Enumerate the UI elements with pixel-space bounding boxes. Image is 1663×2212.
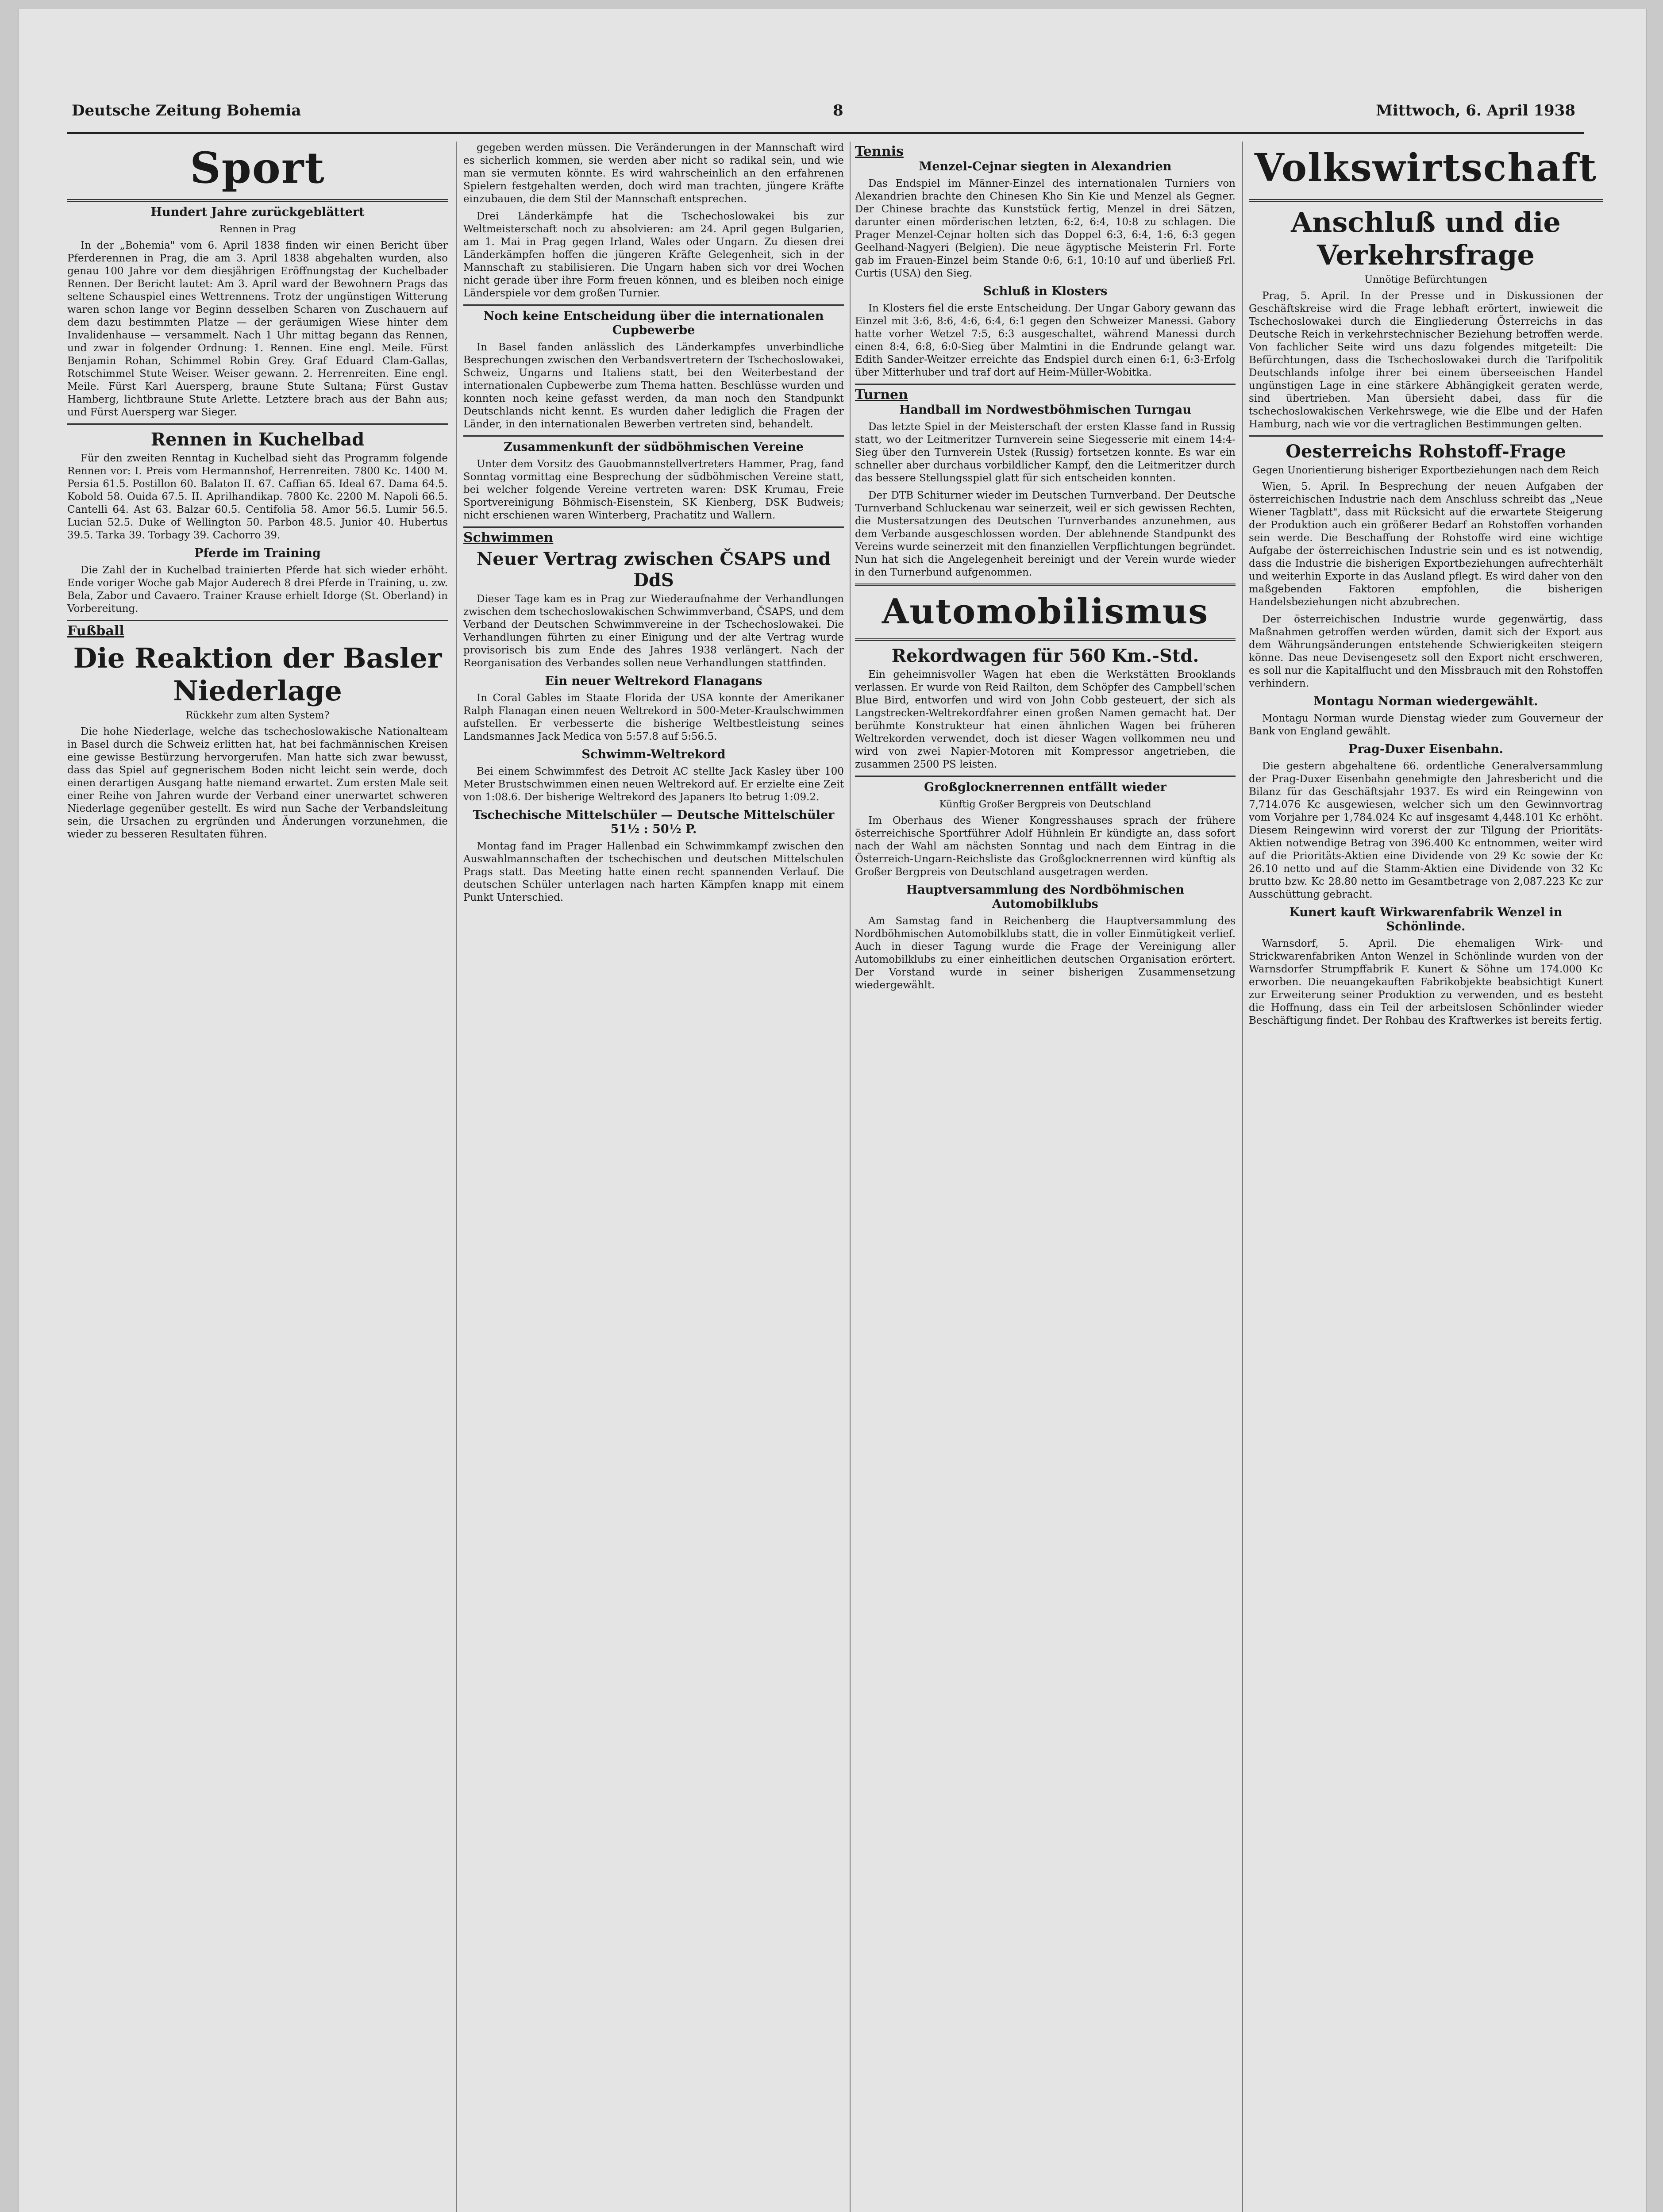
section-rule	[855, 584, 1236, 586]
article-subheadline: Rückkehr zum alten System?	[185, 710, 330, 721]
article-headline: Oesterreichs Rohstoff-Frage	[1286, 441, 1566, 462]
column-separator	[456, 142, 457, 2212]
masthead-title: Deutsche Zeitung Bohemia	[72, 102, 301, 119]
article-body: gegeben werden müssen. Die Veränderungen in der Mannschaft wird es sicherlich kommen, sie werden aber nicht so radikal sein, und wie man sie vermuten könnte. Es wird wahrscheinlich an den erfahrenen Spielern festgehalten werden, doch wird man trachten, jüngere Kräfte einzubauen, die dem Stil der Mannschaft entsprechen.	[463, 142, 844, 205]
article-headline: Großglocknerrennen entfällt wieder	[924, 780, 1166, 794]
article-divider	[463, 526, 844, 528]
article-headline: Ein neuer Weltrekord Flanagans	[545, 674, 762, 688]
article-headline: Kunert kauft Wirkwarenfabrik Wenzel in Schönlinde.	[1289, 906, 1563, 933]
article-body: Montagu Norman wurde Dienstag wieder zum Gouverneur der Bank von England gewählt.	[1249, 713, 1603, 737]
article-body: Montag fand im Prager Hallenbad ein Schwimmkampf zwischen den Auswahlmannschaften der tschechischen und deutschen Mittelschulen Prags statt. Das Meeting hatte einen recht spannenden Verlauf. Die deutschen Schüler unterlagen nach harten Kämpfen knapp mit einem Punkt Unterschied.	[463, 841, 844, 903]
article-divider	[463, 435, 844, 437]
article-body: Das Endspiel im Männer-Einzel des internationalen Turniers von Alexandrien brachte den Chinesen Kho Sin Kie und Menzel als Gegner. Der Chinese brachte das Kunststück fertig, Menzel in drei Sätzen, darunter einen mörderischen letzten, 6:2, 6:4, 10:8 zu schlagen. Die Prager Menzel-Cejnar holten sich das Doppel 6:3, 6:4, 1:6, 6:3 gegen Geelhand-Nagyeri (Belgien). Die neue ägyptische Meisterin Frl. Forte gab im Frauen-Einzel beim Stande 0:6, 6:1, 10:10 auf und überließ Frl. Curtis (USA) den Sieg.	[855, 178, 1236, 279]
article-headline: Pferde im Training	[194, 546, 321, 560]
automobilismus-section-title: Automobilismus	[882, 591, 1209, 632]
article-body: Der DTB Schiturner wieder im Deutschen Turnverband. Der Deutsche Turnverband Schluckenau war seinerzeit, weil er sich gewissen Rechten, die Mustersatzungen des Deutschen Turnverbandes anzunehmen, aus dem Verbande ausgeschlossen worden. Der ablehnende Standpunkt des Vereins wurde seinerzeit mit den finanziellen Verpflichtungen begründet. Nun hat sich die Angelegenheit bereinigt und der Verein wurde wieder in den Turnerbund aufgenommen.	[855, 490, 1236, 578]
article-body: Das letzte Spiel in der Meisterschaft der ersten Klasse fand in Russig statt, wo der Leitmeritzer Turnverein seine Siegesserie mit einem 14:4-Sieg über den Turnverein Ustek (Russig) fortsetzen konnte. Es war ein schneller aber durchaus vorbildlicher Kampf, den die Leitmeritzer durch das bessere Stellungsspiel glatt für sich entscheiden konnten.	[855, 421, 1236, 484]
sport-section-title: Sport	[190, 143, 325, 193]
article-body: Im Oberhaus des Wiener Kongresshauses sprach der frühere österreichische Sportführer Adolf Hühnlein Er kündigte an, dass sofort nach der Wahl am nächsten Sonntag und nach dem Eintrag in die Österreich-Ungarn-Reichsliste das Großglocknerrennen wird künftig als Großer Bergpreis von Deutschland ausgetragen werden.	[855, 815, 1236, 878]
section-rule	[1249, 199, 1603, 202]
article-body: Drei Länderkämpfe hat die Tschechoslowakei bis zur Weltmeisterschaft noch zu absolvieren: am 24. April gegen Bulgarien, am 1. Mai in Prag gegen Irland, Wales oder Ungarn. Zu diesen drei Länderkämpfen hoffen die jüngeren Kräfte Gelegenheit, sich in der Mannschaft zu stabilisieren. Die Ungarn haben sich vor drei Wochen nicht gerade über ihre Form freuen können, und es bleiben noch einige Länderspiele vor dem großen Turnier.	[463, 211, 844, 299]
article-body: In der „Bohemia" vom 6. April 1838 finden wir einen Bericht über Pferderennen in Prag, die am 3. April 1838 abgehalten wurden, also genau 100 Jahre vor dem diesjährigen Eröffnungstag der Kuchelbader Rennen. Der Bericht lautet: Am 3. April ward der Bewohnern Prags das seltene Schauspiel eines Wettrennens. Trotz der ungünstigen Witterung waren schon lange vor Beginn desselben Scharen von Zuschauern auf dem dazu bestimmten Platze — der geräumigen Wiese hinter dem Invalidenhause — versammelt. Nach 1 Uhr mittag begann das Rennen, und zwar in folgender Ordnung: 1. Rennen. Eine engl. Meile. Fürst Benjamin Rohan, Schimmel Robin Grey. Graf Eduard Clam-Gallas, Rotschimmel Stute Weiser. Weiser gewann. 2. Herrenreiten. Eine engl. Meile. Fürst Karl Auersperg, braune Stute Sultana; Fürst Gustav Hamberg, lichtbraune Stute Arlette. Letztere brach aus der Bahn aus; und Fürst Auersperg war Sieger.	[67, 240, 448, 418]
article-body: Die gestern abgehaltene 66. ordentliche Generalversammlung der Prag-Duxer Eisenbahn genehmigte den Jahresbericht und die Bilanz für das Geschäftsjahr 1937. Es wird ein Reingewinn von 7,714.076 Kc ausgewiesen, welcher sich um den Gewinnvortrag vom Vorjahre per 1,784.024 Kc auf insgesamt 4,448.101 Kc erhöht. Diesem Reingewinn wird vorerst der zur Tilgung der Prioritäts-Aktien notwendige Betrag von 396.400 Kc entnommen, weiter wird auf die Prioritäts-Aktien eine Dividende von 29 Kc sowie der Kc 26.10 netto und auf die Stamm-Aktien eine Dividende von 32 Kc brutto bzw. Kc 28.80 netto im Gesamtbetrage von 2,087.223 Kc zur Ausschüttung gebracht.	[1249, 760, 1603, 900]
article-divider	[67, 620, 448, 621]
article-body: Prag, 5. April. In der Presse und in Diskussionen der Geschäftskreise wird die Frage lebhaft erörtert, inwieweit die Tschechoslowakei durch die Eingliederung Österreichs in das Deutsche Reich in verkehrstechnischer Beziehung betroffen werde. Von fachlicher Seite wird uns dazu folgendes mitgeteilt: Die Befürchtungen, dass die Tschechoslowakei durch die Tarifpolitik Deutschlands infolge ihrer bei einem überseeischen Handel ungünstigen Lage in eine stärkere Abhängigkeit geraten werde, sind übertrieben. Man übersieht dabei, dass für die tschechoslowakischen Verkehrswege, wie die Elbe und der Hafen Hamburg, nach wie vor die vertraglichen Bestimmungen gelten.	[1249, 290, 1603, 430]
article-body: Für den zweiten Renntag in Kuchelbad sieht das Programm folgende Rennen vor: I. Preis vom Hermannshof, Herrenreiten. 7800 Kc. 1400 M. Persia 61.5. Postillon 60. Balaton II. 67. Caffian 65. Ideal 67. Dama 64.5. Kobold 58. Ouida 67.5. II. Aprilhandikap. 7800 Kc. 2200 M. Napoli 66.5. Cantelli 64. Ast 63. Balzar 60.5. Centifolia 58. Amor 56.5. Lumir 56.5. Lucian 52.5. Duke of Wellington 50. Parbon 48.5. Junior 40. Hubertus 39.5. Tarka 39. Torbagy 39. Cachorro 39.	[67, 453, 448, 541]
article-body: Am Samstag fand in Reichenberg die Hauptversammlung des Nordböhmischen Automobilklubs statt, die in voller Einmütigkeit verlief. Auch in dieser Tagung wurde die Frage der Vereinigung aller Automobilklubs zu einer einheitlichen deutschen Organisation erörtert. Der Vorstand wurde in seiner bisherigen Zusammensetzung wiedergewählt.	[855, 915, 1236, 991]
article-subheadline: Künftig Großer Bergpreis von Deutschland	[939, 799, 1151, 810]
column-2	[463, 142, 844, 2212]
article-headline: Montagu Norman wiedergewählt.	[1313, 695, 1538, 708]
column-separator	[1242, 142, 1243, 2212]
article-body: Dieser Tage kam es in Prag zur Wiederaufnahme der Verhandlungen zwischen dem tschechoslowakischen Schwimmverband, ČSAPS, und dem Verband der Deutschen Schwimmvereine in der Tschechoslowakei. Die Verhandlungen führten zu einer Einigung und der alte Vertrag wurde provisorisch bis zum Ende des Jahres 1938 verlängert. Nach der Reorganisation des Verbandes sollen neue Verhandlungen stattfinden.	[463, 593, 844, 669]
article-headline: Hundert Jahre zurückgeblättert	[150, 205, 365, 219]
article-body: Ein geheimnisvoller Wagen hat eben die Werkstätten Brooklands verlassen. Er wurde von Reid Railton, dem Schöpfer des Campbell'schen Blue Bird, entworfen und wird von John Cobb gesteuert, der sich als Langstrecken-Weltrekordfahrer einen großen Namen gemacht hat. Der berühmte Konstrukteur hat einen ähnlichen Wagen bei früheren Weltrekorden verwendet, doch ist dieser Wagen vollkommen neu und wird von zwei Napier-Motoren mit Kompressor angetrieben, die zusammen 2500 PS leisten.	[855, 669, 1236, 770]
rubric-label: Tennis	[855, 144, 904, 159]
page-number: 8	[833, 102, 843, 119]
article-headline: Noch keine Entscheidung über die internationalen Cupbewerbe	[483, 309, 824, 337]
article-body: Wien, 5. April. In Besprechung der neuen Aufgaben der österreichischen Industrie nach dem Anschluss schreibt das „Neue Wiener Tagblatt", dass mit Rücksicht auf die erwartete Steigerung der Produktion auch ein größerer Bedarf an Rohstoffen vorhanden sein werde. Die Beschaffung der Rohstoffe wird eine wichtige Aufgabe der österreichischen Industrie sein und es ist notwendig, dass die Industrie die bisherigen Exportbeziehungen aufrechterhält und weiterhin Exporte in das Ausland pflegt. Es wird daher von den maßgebenden Faktoren empfohlen, die bisherigen Handelsbeziehungen nicht abzubrechen.	[1249, 481, 1603, 608]
article-headline: Die Reaktion der Basler Niederlage	[73, 642, 442, 707]
article-headline: Handball im Nordwestböhmischen Turngau	[899, 403, 1191, 417]
volkswirtschaft-section-title: Volkswirtschaft	[1254, 146, 1598, 190]
article-headline: Menzel-Cejnar siegten in Alexandrien	[919, 160, 1172, 173]
article-divider	[67, 423, 448, 425]
rubric-label: Turnen	[855, 387, 908, 403]
article-headline: Tschechische Mittelschüler — Deutsche Mittelschüler 51½ : 50½ P.	[473, 808, 835, 836]
article-body: Bei einem Schwimmfest des Detroit AC stellte Jack Kasley über 100 Meter Brustschwimmen einen neuen Weltrekord auf. Er erzielte eine Zeit von 1:08.6. Der bisherige Weltrekord des Japaners Ito betrug 1:09.2.	[463, 766, 844, 803]
article-headline: Rennen in Kuchelbad	[150, 429, 365, 450]
rubric-label: Fußball	[67, 623, 124, 639]
article-headline: Rekordwagen für 560 Km.-Std.	[891, 645, 1199, 666]
article-headline: Anschluß und die Verkehrsfrage	[1291, 206, 1561, 271]
header-rule	[67, 132, 1584, 134]
article-headline: Schluß in Klosters	[983, 284, 1108, 298]
article-subheadline: Gegen Unorientierung bisheriger Exportbeziehungen nach dem Reich	[1252, 465, 1599, 476]
article-body: In Coral Gables im Staate Florida der USA konnte der Amerikaner Ralph Flanagan einen neuen Weltrekord in 500-Meter-Kraulschwimmen aufstellen. Er verbesserte die bisherige Weltbestleistung seines Landsmannes Jack Medica von 5:57.8 auf 5:56.5.	[463, 692, 844, 742]
column-separator	[850, 142, 851, 2212]
section-rule	[67, 199, 448, 202]
column-1	[67, 142, 448, 2212]
article-body: In Basel fanden anlässlich des Länderkampfes unverbindliche Besprechungen zwischen den Verbandsvertretern der Tschechoslowakei, Schweiz, Ungarns und Italiens statt, bei den Weiterbestand der internationalen Cupbewerbe zum Thema hatten. Beschlüsse wurden und konnten noch keine gefasst werden, da man noch den Standpunkt Deutschlands nicht kennt. Es wurden daher lediglich die Fragen der Länder, in den internationalen Bewerben vertreten sind, behandelt.	[463, 342, 844, 430]
rubric-label: Schwimmen	[463, 530, 554, 545]
column-4	[1249, 142, 1603, 2212]
article-headline: Schwimm-Weltrekord	[581, 748, 726, 761]
article-divider	[855, 384, 1236, 385]
article-headline: Prag-Duxer Eisenbahn.	[1348, 742, 1503, 756]
article-body: Unter dem Vorsitz des Gauobmannstellvertreters Hammer, Prag, fand Sonntag vormittag eine Besprechung der südböhmischen Vereine statt, bei welcher folgende Vereine vertreten waren: DSK Krumau, Freie Sportvereinigung Böhmisch-Eisenstein, SK Kienberg, DSK Budweis; nicht erschienen waren Winterberg, Prachatitz und Wallern.	[463, 458, 844, 521]
article-divider	[855, 776, 1236, 777]
article-body: Warnsdorf, 5. April. Die ehemaligen Wirk- und Strickwarenfabriken Anton Wenzel in Schönlinde wurden von der Warnsdorfer Strumpffabrik F. Kunert & Söhne um 174.000 Kc erworben. Die neuangekauften Fabrikobjekte beabsichtigt Kunert zur Erweiterung seiner Produktion zu verwenden, und es besteht die Hoffnung, dass ein Teil der arbeitslosen Schönlinder wieder Beschäftigung findet. Der Rohbau des Kraftwerkes ist bereits fertig.	[1249, 938, 1603, 1026]
newspaper-page	[18, 9, 1647, 2212]
article-body: In Klosters fiel die erste Entscheidung. Der Ungar Gabory gewann das Einzel mit 3:6, 8:6, 4:6, 6:4, 6:1 gegen den Schweizer Manessi. Gabory hatte vorher Wetzel 7:5, 6:3 ausgeschaltet, während Manessi durch einen 8:4, 6:8, 6:0-Sieg über Malmtini in die Endrunde gelangt war. Edith Sander-Weitzer erreichte das Endspiel durch einen 6:1, 6:3-Erfolg über Mitterhuber und traf dort auf Heim-Müller-Wobitka.	[855, 303, 1236, 378]
article-body: Die hohe Niederlage, welche das tschechoslowakische Nationalteam in Basel durch die Schweiz erlitten hat, hat bei fachmännischen Kreisen eine gewisse Bestürzung hervorgerufen. Man hatte sich zwar bewusst, dass das Spiel auf gegnerischem Boden nicht leicht sein werde, doch einen derartigen Ausgang hatte niemand erwartet. Zum ersten Male seit einer Reihe von Jahren wurde der Verband einer unerwartet schweren Niederlage gegenüber gestellt. Es wird nun Sache der Verbandsleitung sein, die Ursachen zu ergründen und Änderungen vorzunehmen, die wieder zu besseren Resultaten führen.	[67, 726, 448, 840]
article-divider	[1249, 435, 1603, 437]
article-subheadline: Rennen in Prag	[219, 224, 296, 235]
article-headline: Neuer Vertrag zwischen ČSAPS und DdS	[476, 549, 831, 591]
article-subheadline: Unnötige Befürchtungen	[1364, 274, 1487, 285]
article-divider	[463, 304, 844, 306]
article-headline: Hauptversammlung des Nordböhmischen Automobilklubs	[906, 883, 1185, 911]
article-body: Der österreichischen Industrie wurde gegenwärtig, dass Maßnahmen getroffen werden würden, damit sich der Export aus dem Währungsänderungen entstehende Schwierigkeiten steigern könne. Das neue Devisengesetz soll den Export nicht erschweren, es soll nur die Kapitalflucht und den Missbrauch mit den Rohstoffen verhindern.	[1249, 614, 1603, 689]
column-3	[855, 142, 1236, 2212]
section-rule	[855, 638, 1236, 641]
article-body: Die Zahl der in Kuchelbad trainierten Pferde hat sich wieder erhöht. Ende voriger Woche gab Major Auderech 8 drei Pferde in Training, u. zw. Bela, Zabor und Cavaero. Trainer Krause erhielt Idorge (St. Oberland) in Vorbereitung.	[67, 565, 448, 614]
issue-date: Mittwoch, 6. April 1938	[1376, 102, 1575, 119]
article-headline: Zusammenkunft der südböhmischen Vereine	[504, 440, 804, 454]
